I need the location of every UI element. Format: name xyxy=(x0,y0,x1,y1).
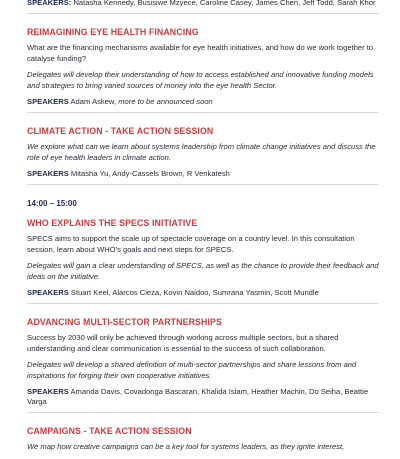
speakers-names: Stuart Keel, Alarcos Cieza, Kovin Naidoo, Sumrana Yasmin, Scott Mundle xyxy=(70,288,319,297)
speakers-names: Amanda Davis, Covadonga Bascaran, Khalida Islam, Heather Machin, Do Seiha, Beattie Varga xyxy=(27,387,369,406)
session-specs xyxy=(27,218,379,298)
speakers-note: more to be announced soon xyxy=(118,97,213,106)
session-outcome: Delegates will develop their understanding of how to access established and innovative funding models and strategies to bring varied sources of money into the eye health Sector. xyxy=(27,70,374,90)
divider xyxy=(27,412,379,413)
session-title: ADVANCING MULTI-SECTOR PARTNERSHIPS xyxy=(27,317,222,327)
speakers-label: SPEAKERS xyxy=(27,169,69,178)
divider xyxy=(27,112,379,113)
session-description: What are the financing mechanisms available for eye health initiatives, and how do we work together to catalyse funding? xyxy=(27,43,374,63)
session-description: We explore what can we learn about systems leadership from climate change initiatives and discuss the role of eye health leaders in climate action. xyxy=(27,142,376,162)
session-title: CLIMATE ACTION - TAKE ACTION SESSION xyxy=(27,126,214,136)
session-description: Success by 2030 will only be achieved through working across multiple sectors, but a shared understanding and clear communication is essential to the success of such collaboration. xyxy=(27,333,339,353)
session-climate xyxy=(27,126,379,179)
speakers-names: Mitasha Yu, Andy-Cassels Brown, R Venkatesh xyxy=(70,169,230,178)
divider xyxy=(27,184,379,185)
speakers-label: SPEAKERS xyxy=(27,288,69,297)
session-finance xyxy=(27,27,379,107)
time-slot: 14:00 – 15:00 xyxy=(27,199,77,208)
session-outcome: Delegates will gain a clear understanding of SPECS, as well as the chance to provide their feedback and ideas on the initiative. xyxy=(27,261,379,281)
session-description: We map how creative campaigns can be a key tool for systems leaders, as they ignite interest, xyxy=(27,442,345,451)
top-speakers xyxy=(27,0,379,8)
session-outcome: Delegates will develop a shared definition of multi-sector partnerships and share lessons from and inspirations for forging their own cooperative initiatives. xyxy=(27,360,357,380)
session-title: REIMAGINING EYE HEALTH FINANCING xyxy=(27,27,199,37)
session-title: WHO EXPLAINS THE SPECS INITIATIVE xyxy=(27,218,198,228)
session-partnerships xyxy=(27,317,379,407)
session-speakers xyxy=(27,288,379,298)
speakers-label: SPEAKERS xyxy=(27,387,69,396)
session-speakers xyxy=(27,387,379,407)
session-speakers xyxy=(27,97,379,107)
speakers-label: SPEAKERS xyxy=(27,97,69,106)
session-speakers xyxy=(27,169,379,179)
session-description: SPECS aims to support the scale up of spectacle coverage on a country level. In this consultation session, learn about WHO's goals and next steps for SPECS. xyxy=(27,234,355,254)
session-title: CAMPAIGNS - TAKE ACTION SESSION xyxy=(27,426,192,436)
speakers-names: Adam Askew, xyxy=(70,97,117,106)
session-campaigns xyxy=(27,426,379,453)
agenda-content xyxy=(27,0,379,459)
speakers-names: Natasha Kennedy, Busisiwe Mzyece, Caroline Casey, James Chen, Jeff Todd, Sarah Khor xyxy=(73,0,376,7)
divider xyxy=(27,13,379,14)
divider xyxy=(27,303,379,304)
speakers-label: SPEAKERS: xyxy=(27,0,72,7)
